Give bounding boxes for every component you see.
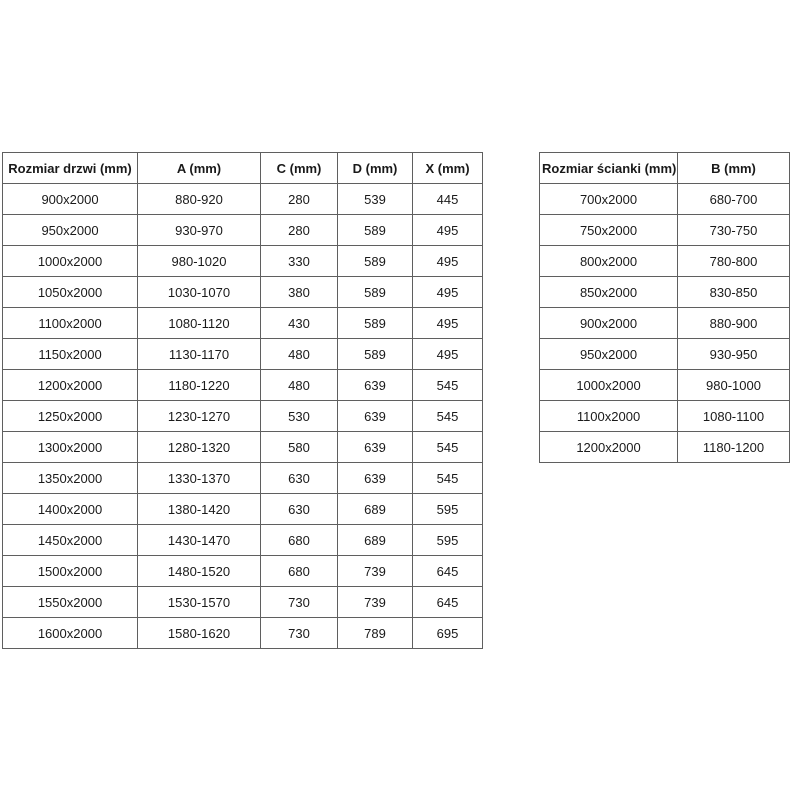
table-cell: 380	[261, 277, 338, 308]
table-cell: 1480-1520	[138, 556, 261, 587]
table-cell: 1180-1200	[678, 432, 790, 463]
table-cell: 689	[338, 494, 413, 525]
table-row	[540, 215, 790, 246]
table-row	[3, 401, 483, 432]
table-cell: 589	[338, 246, 413, 277]
table-row	[3, 618, 483, 649]
table-cell: 589	[338, 339, 413, 370]
table-cell: 580	[261, 432, 338, 463]
table-row	[540, 246, 790, 277]
table-cell: 545	[413, 432, 483, 463]
table-cell: 495	[413, 277, 483, 308]
wall-panel-size-table	[539, 152, 790, 463]
table-cell: 1230-1270	[138, 401, 261, 432]
table-cell: 730	[261, 587, 338, 618]
table-cell: 1000x2000	[540, 370, 678, 401]
table-cell: 800x2000	[540, 246, 678, 277]
column-header: Rozmiar drzwi (mm)	[3, 153, 138, 184]
header-row	[540, 153, 790, 184]
table-cell: 639	[338, 370, 413, 401]
table-cell: 480	[261, 370, 338, 401]
table-row	[3, 587, 483, 618]
table-cell: 645	[413, 556, 483, 587]
table-row	[3, 494, 483, 525]
header-row	[3, 153, 483, 184]
table-cell: 789	[338, 618, 413, 649]
table-row	[540, 370, 790, 401]
column-header: B (mm)	[678, 153, 790, 184]
table-cell: 1150x2000	[3, 339, 138, 370]
table-cell: 980-1000	[678, 370, 790, 401]
table-cell: 830-850	[678, 277, 790, 308]
table-cell: 1000x2000	[3, 246, 138, 277]
table-row	[3, 463, 483, 494]
table-row	[3, 556, 483, 587]
table-cell: 980-1020	[138, 246, 261, 277]
table-cell: 1400x2000	[3, 494, 138, 525]
table-cell: 495	[413, 308, 483, 339]
table-cell: 689	[338, 525, 413, 556]
table-cell: 1200x2000	[3, 370, 138, 401]
table-cell: 280	[261, 184, 338, 215]
table-cell: 880-920	[138, 184, 261, 215]
table-cell: 730	[261, 618, 338, 649]
table-cell: 589	[338, 308, 413, 339]
table-cell: 1080-1100	[678, 401, 790, 432]
column-header: Rozmiar ścianki (mm)	[540, 153, 678, 184]
table-row	[3, 339, 483, 370]
table-row	[540, 277, 790, 308]
table-cell: 1530-1570	[138, 587, 261, 618]
table-row	[3, 215, 483, 246]
table-row	[540, 339, 790, 370]
table-cell: 680	[261, 525, 338, 556]
table-cell: 1180-1220	[138, 370, 261, 401]
table-cell: 880-900	[678, 308, 790, 339]
door-size-table	[2, 152, 483, 649]
table-cell: 950x2000	[3, 215, 138, 246]
table-cell: 495	[413, 339, 483, 370]
table-cell: 1450x2000	[3, 525, 138, 556]
table-cell: 850x2000	[540, 277, 678, 308]
table-row	[3, 277, 483, 308]
table-cell: 1100x2000	[540, 401, 678, 432]
table-cell: 1600x2000	[3, 618, 138, 649]
table-cell: 545	[413, 370, 483, 401]
table-cell: 739	[338, 556, 413, 587]
table-cell: 445	[413, 184, 483, 215]
table-row	[540, 308, 790, 339]
column-header: D (mm)	[338, 153, 413, 184]
table-cell: 680	[261, 556, 338, 587]
table-cell: 495	[413, 246, 483, 277]
table-cell: 739	[338, 587, 413, 618]
table-cell: 1380-1420	[138, 494, 261, 525]
table-cell: 1550x2000	[3, 587, 138, 618]
table-cell: 1300x2000	[3, 432, 138, 463]
table-cell: 530	[261, 401, 338, 432]
table-row	[3, 184, 483, 215]
table-cell: 639	[338, 463, 413, 494]
table-cell: 1130-1170	[138, 339, 261, 370]
table-cell: 1280-1320	[138, 432, 261, 463]
table-cell: 700x2000	[540, 184, 678, 215]
table-cell: 1330-1370	[138, 463, 261, 494]
table-cell: 1080-1120	[138, 308, 261, 339]
table-cell: 589	[338, 277, 413, 308]
column-header: A (mm)	[138, 153, 261, 184]
table-cell: 539	[338, 184, 413, 215]
table-cell: 730-750	[678, 215, 790, 246]
table-cell: 930-970	[138, 215, 261, 246]
table-cell: 480	[261, 339, 338, 370]
table-cell: 695	[413, 618, 483, 649]
table-row	[540, 184, 790, 215]
table-cell: 900x2000	[540, 308, 678, 339]
table-cell: 495	[413, 215, 483, 246]
table-cell: 1200x2000	[540, 432, 678, 463]
table-cell: 1100x2000	[3, 308, 138, 339]
table-cell: 639	[338, 432, 413, 463]
table-cell: 280	[261, 215, 338, 246]
table-cell: 1050x2000	[3, 277, 138, 308]
table-cell: 900x2000	[3, 184, 138, 215]
table-cell: 950x2000	[540, 339, 678, 370]
table-cell: 630	[261, 463, 338, 494]
table-cell: 545	[413, 401, 483, 432]
table-row	[540, 401, 790, 432]
table-cell: 780-800	[678, 246, 790, 277]
table-row	[3, 432, 483, 463]
table-cell: 595	[413, 494, 483, 525]
table-cell: 1500x2000	[3, 556, 138, 587]
table-cell: 930-950	[678, 339, 790, 370]
table-row	[540, 432, 790, 463]
table-row	[3, 308, 483, 339]
table-cell: 589	[338, 215, 413, 246]
table-cell: 639	[338, 401, 413, 432]
table-cell: 430	[261, 308, 338, 339]
table-cell: 1580-1620	[138, 618, 261, 649]
table-cell: 680-700	[678, 184, 790, 215]
table-row	[3, 246, 483, 277]
table-cell: 1350x2000	[3, 463, 138, 494]
table-cell: 545	[413, 463, 483, 494]
table-cell: 645	[413, 587, 483, 618]
table-cell: 630	[261, 494, 338, 525]
table-cell: 750x2000	[540, 215, 678, 246]
table-row	[3, 370, 483, 401]
table-cell: 595	[413, 525, 483, 556]
table-cell: 1030-1070	[138, 277, 261, 308]
table-cell: 1430-1470	[138, 525, 261, 556]
table-row	[3, 525, 483, 556]
column-header: X (mm)	[413, 153, 483, 184]
table-cell: 1250x2000	[3, 401, 138, 432]
table-cell: 330	[261, 246, 338, 277]
column-header: C (mm)	[261, 153, 338, 184]
